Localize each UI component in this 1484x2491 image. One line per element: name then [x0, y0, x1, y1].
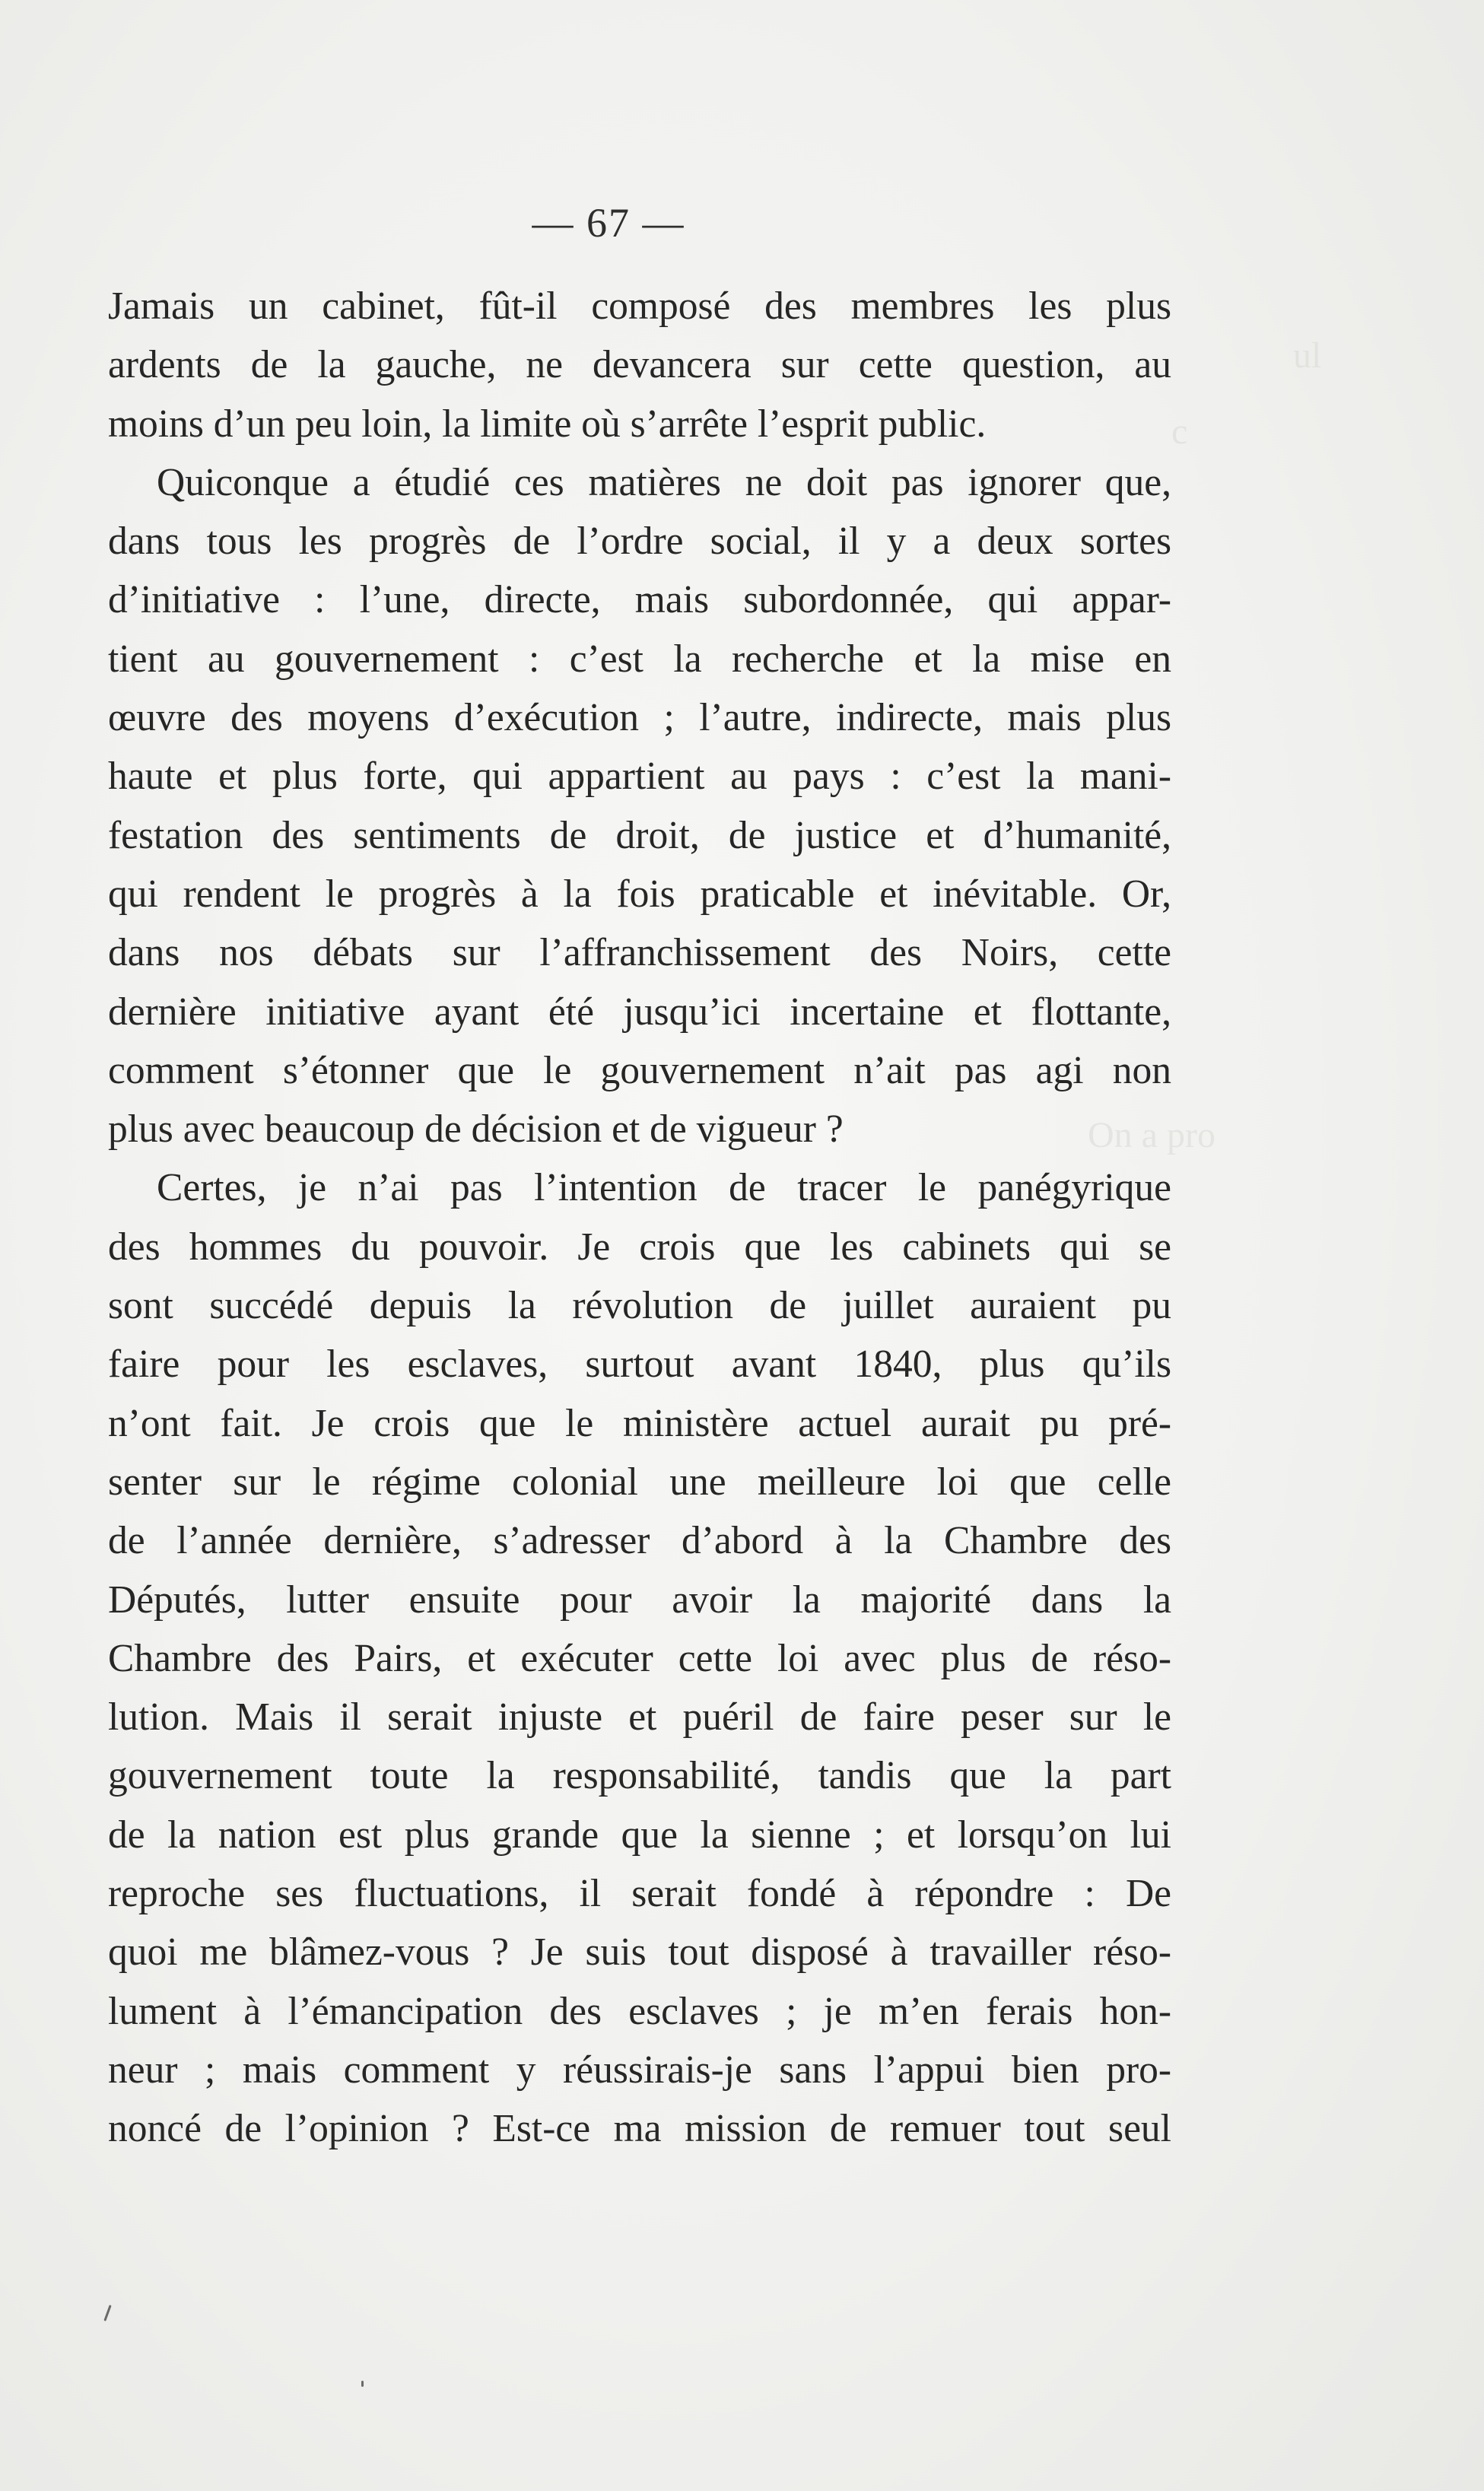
- text-line: neur ; mais comment y réussirais-je sans l’appui bien pro-: [108, 2048, 1171, 2092]
- text-line: noncé de l’opinion ? Est-ce ma mission de remuer tout seul: [108, 2107, 1171, 2151]
- text-line: senter sur le régime colonial une meilleure loi que celle: [108, 1460, 1171, 1504]
- text-line: quoi me blâmez-vous ? Je suis tout disposé à travailler réso-: [108, 1930, 1171, 1975]
- text-line: gouvernement toute la responsabilité, tandis que la part: [108, 1754, 1171, 1798]
- text-line: moins d’un peu loin, la limite où s’arrête l’esprit public.: [108, 402, 987, 446]
- text-line: faire pour les esclaves, surtout avant 1840, plus qu’ils: [108, 1342, 1171, 1387]
- text-line: dans nos débats sur l’affranchissement des Noirs, cette: [108, 931, 1171, 975]
- text-line: sont succédé depuis la révolution de juillet auraient pu: [108, 1284, 1171, 1328]
- text-line: reproche ses fluctuations, il serait fondé à répondre : De: [108, 1872, 1171, 1916]
- text-line: festation des sentiments de droit, de justice et d’humanité,: [108, 813, 1171, 857]
- text-line: comment s’étonner que le gouvernement n’ait pas agi non: [108, 1048, 1171, 1092]
- text-line: ardents de la gauche, ne devancera sur cette question, au: [108, 343, 1171, 387]
- text-line: Députés, lutter ensuite pour avoir la majorité dans la: [108, 1578, 1171, 1622]
- text-line: dans tous les progrès de l’ordre social, il y a deux sortes: [108, 519, 1171, 564]
- text-line: de la nation est plus grande que la sienne ; et lorsqu’on lui: [108, 1813, 1171, 1857]
- text-line: qui rendent le progrès à la fois praticable et inévitable. Or,: [108, 872, 1171, 916]
- text-line: dernière initiative ayant été jusqu’ici incertaine et flottante,: [108, 990, 1171, 1034]
- bleed-through-mark: c: [1171, 411, 1188, 452]
- text-line: Jamais un cabinet, fût-il composé des membres les plus: [108, 284, 1171, 328]
- text-line: lution. Mais il serait injuste et puéril de faire peser sur le: [108, 1695, 1171, 1740]
- text-line: haute et plus forte, qui appartient au pays : c’est la mani-: [108, 755, 1171, 799]
- text-line: Quiconque a étudié ces matières ne doit pas ignorer que,: [157, 460, 1171, 504]
- text-line: de l’année dernière, s’adresser d’abord à la Chambre des: [108, 1519, 1171, 1563]
- ink-speck: [361, 2381, 364, 2387]
- page-number: — 67 —: [532, 200, 685, 246]
- text-line: Certes, je n’ai pas l’intention de tracer le panégyrique: [157, 1166, 1171, 1210]
- body-text: [108, 277, 1171, 2159]
- text-line: n’ont fait. Je crois que le ministère actuel aurait pu pré-: [108, 1401, 1171, 1445]
- text-line: Chambre des Pairs, et exécuter cette loi avec plus de réso-: [108, 1636, 1171, 1680]
- text-line: œuvre des moyens d’exécution ; l’autre, indirecte, mais plus: [108, 696, 1171, 740]
- text-line: d’initiative : l’une, directe, mais subordonnée, qui appar-: [108, 578, 1171, 622]
- ink-speck: [103, 2305, 111, 2321]
- text-line: lument à l’émancipation des esclaves ; je m’en ferais hon-: [108, 1989, 1171, 2033]
- bleed-through-mark: ul: [1293, 335, 1322, 376]
- bleed-through-mark: On a pro: [1088, 1115, 1215, 1155]
- text-line: des hommes du pouvoir. Je crois que les cabinets qui se: [108, 1225, 1171, 1269]
- text-line: tient au gouvernement : c’est la recherche et la mise en: [108, 637, 1171, 681]
- text-line: plus avec beaucoup de décision et de vigueur ?: [108, 1107, 844, 1152]
